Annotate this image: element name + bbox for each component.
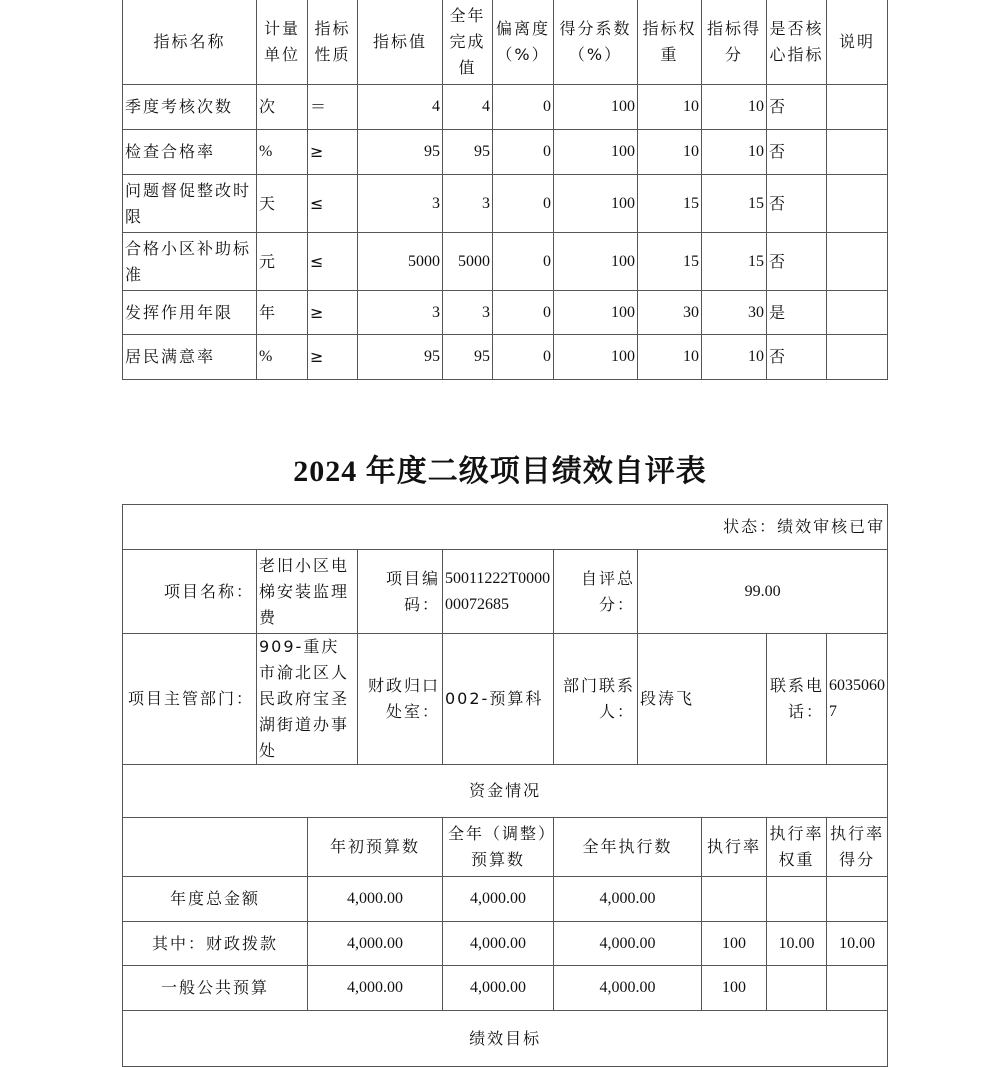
indicator-deviation: 0 [493, 85, 554, 130]
indicator-coefficient: 100 [554, 335, 638, 380]
project-info-row [123, 550, 888, 634]
indicator-name: 合格小区补助标准 [123, 233, 257, 291]
funding-score: 10.00 [827, 922, 888, 966]
indicator-nature: ≥ [308, 291, 358, 335]
funding-initial: 4,000.00 [308, 966, 443, 1011]
indicator-name: 季度考核次数 [123, 85, 257, 130]
indicator-actual: 3 [443, 291, 493, 335]
funding-initial: 4,000.00 [308, 922, 443, 966]
indicator-name: 检查合格率 [123, 130, 257, 175]
indicator-weight: 30 [638, 291, 702, 335]
goals-title-row [123, 1011, 888, 1067]
indicator-core: 否 [767, 130, 827, 175]
self-score-label: 自评总分： [554, 550, 638, 634]
funding-label: 年度总金额 [123, 877, 308, 922]
funding-header-adjusted: 全年（调整）预算数 [443, 818, 554, 877]
funding-row [123, 877, 888, 922]
project-name-value: 老旧小区电梯安装监理费 [257, 550, 358, 634]
indicator-actual: 3 [443, 175, 493, 233]
indicator-deviation: 0 [493, 291, 554, 335]
indicator-unit: 天 [257, 175, 308, 233]
indicator-deviation: 0 [493, 335, 554, 380]
funding-score [827, 966, 888, 1011]
indicator-coefficient: 100 [554, 130, 638, 175]
header-core: 是否核心指标 [767, 0, 827, 85]
indicator-deviation: 0 [493, 233, 554, 291]
funding-adjusted: 4,000.00 [443, 922, 554, 966]
indicator-core: 否 [767, 175, 827, 233]
indicator-weight: 10 [638, 85, 702, 130]
indicator-deviation: 0 [493, 175, 554, 233]
indicator-weight: 15 [638, 233, 702, 291]
funding-weight [767, 966, 827, 1011]
indicator-note [827, 233, 888, 291]
funding-header-row [123, 818, 888, 877]
indicator-coefficient: 100 [554, 233, 638, 291]
indicator-unit: 年 [257, 291, 308, 335]
phone-value: 60350607 [827, 634, 888, 765]
funding-header-weight: 执行率权重 [767, 818, 827, 877]
contact-label: 部门联系人： [554, 634, 638, 765]
indicator-row [123, 233, 888, 291]
header-weight: 指标权重 [638, 0, 702, 85]
status-row [123, 505, 888, 550]
funding-row [123, 966, 888, 1011]
indicator-row [123, 291, 888, 335]
indicator-actual: 4 [443, 85, 493, 130]
indicator-name: 居民满意率 [123, 335, 257, 380]
indicator-target: 4 [358, 85, 443, 130]
funding-executed: 4,000.00 [554, 922, 702, 966]
indicator-core: 否 [767, 335, 827, 380]
indicator-name: 问题督促整改时限 [123, 175, 257, 233]
funding-rate: 100 [702, 966, 767, 1011]
funding-label: 其中：财政拨款 [123, 922, 308, 966]
indicator-note [827, 291, 888, 335]
indicator-actual: 5000 [443, 233, 493, 291]
indicator-actual: 95 [443, 335, 493, 380]
indicator-row [123, 130, 888, 175]
header-score: 指标得分 [702, 0, 767, 85]
indicator-unit: % [257, 335, 308, 380]
self-evaluation-table [122, 504, 888, 1067]
indicator-note [827, 130, 888, 175]
indicator-target: 3 [358, 291, 443, 335]
indicator-nature: ≥ [308, 335, 358, 380]
indicator-score: 10 [702, 130, 767, 175]
indicator-header-row [123, 0, 888, 85]
indicator-row [123, 85, 888, 130]
funding-rate [702, 877, 767, 922]
header-unit: 计量单位 [257, 0, 308, 85]
indicator-score: 15 [702, 233, 767, 291]
indicator-nature: ≤ [308, 233, 358, 291]
contact-value: 段涛飞 [638, 634, 767, 765]
indicator-target: 95 [358, 130, 443, 175]
header-indicator-name: 指标名称 [123, 0, 257, 85]
finance-office-value: 002-预算科 [443, 634, 554, 765]
self-score-value: 99.00 [638, 550, 888, 634]
funding-rate: 100 [702, 922, 767, 966]
indicator-score: 15 [702, 175, 767, 233]
project-code-label: 项目编码： [358, 550, 443, 634]
indicator-score: 10 [702, 335, 767, 380]
indicator-nature: ≤ [308, 175, 358, 233]
funding-executed: 4,000.00 [554, 966, 702, 1011]
goals-title: 绩效目标 [123, 1011, 888, 1067]
department-value: 909-重庆市渝北区人民政府宝圣湖街道办事处 [257, 634, 358, 765]
indicator-core: 否 [767, 233, 827, 291]
project-code-value: 50011222T000000072685 [443, 550, 554, 634]
indicator-unit: 元 [257, 233, 308, 291]
funding-header-executed: 全年执行数 [554, 818, 702, 877]
indicator-name: 发挥作用年限 [123, 291, 257, 335]
indicator-note [827, 335, 888, 380]
indicator-score: 10 [702, 85, 767, 130]
indicator-coefficient: 100 [554, 291, 638, 335]
status-text: 状态：绩效审核已审 [123, 505, 888, 550]
funding-title-row [123, 765, 888, 818]
funding-header-blank [123, 818, 308, 877]
form-title: 2024 年度二级项目绩效自评表 [293, 455, 707, 488]
funding-header-initial: 年初预算数 [308, 818, 443, 877]
phone-label: 联系电话： [767, 634, 827, 765]
project-name-label: 项目名称： [123, 550, 257, 634]
indicator-weight: 15 [638, 175, 702, 233]
header-coefficient: 得分系数（%） [554, 0, 638, 85]
header-deviation: 偏离度（%） [493, 0, 554, 85]
indicator-coefficient: 100 [554, 175, 638, 233]
indicator-note [827, 85, 888, 130]
indicator-target: 3 [358, 175, 443, 233]
funding-header-rate: 执行率 [702, 818, 767, 877]
indicator-row [123, 335, 888, 380]
indicator-weight: 10 [638, 335, 702, 380]
header-actual: 全年完成值 [443, 0, 493, 85]
indicator-core: 否 [767, 85, 827, 130]
indicator-note [827, 175, 888, 233]
indicator-target: 95 [358, 335, 443, 380]
indicator-unit: % [257, 130, 308, 175]
indicator-score: 30 [702, 291, 767, 335]
funding-executed: 4,000.00 [554, 877, 702, 922]
indicator-core: 是 [767, 291, 827, 335]
funding-header-score: 执行率得分 [827, 818, 888, 877]
funding-weight: 10.00 [767, 922, 827, 966]
indicator-table [122, 0, 888, 380]
indicator-unit: 次 [257, 85, 308, 130]
indicator-nature: ＝ [308, 85, 358, 130]
department-label: 项目主管部门： [123, 634, 257, 765]
funding-initial: 4,000.00 [308, 877, 443, 922]
indicator-coefficient: 100 [554, 85, 638, 130]
header-nature: 指标性质 [308, 0, 358, 85]
indicator-deviation: 0 [493, 130, 554, 175]
department-row [123, 634, 888, 765]
funding-score [827, 877, 888, 922]
funding-title: 资金情况 [123, 765, 888, 818]
indicator-nature: ≥ [308, 130, 358, 175]
header-target: 指标值 [358, 0, 443, 85]
funding-adjusted: 4,000.00 [443, 966, 554, 1011]
indicator-row [123, 175, 888, 233]
indicator-weight: 10 [638, 130, 702, 175]
finance-office-label: 财政归口处室： [358, 634, 443, 765]
funding-weight [767, 877, 827, 922]
header-note: 说明 [827, 0, 888, 85]
indicator-actual: 95 [443, 130, 493, 175]
funding-row [123, 922, 888, 966]
funding-label: 一般公共预算 [123, 966, 308, 1011]
indicator-target: 5000 [358, 233, 443, 291]
funding-adjusted: 4,000.00 [443, 877, 554, 922]
